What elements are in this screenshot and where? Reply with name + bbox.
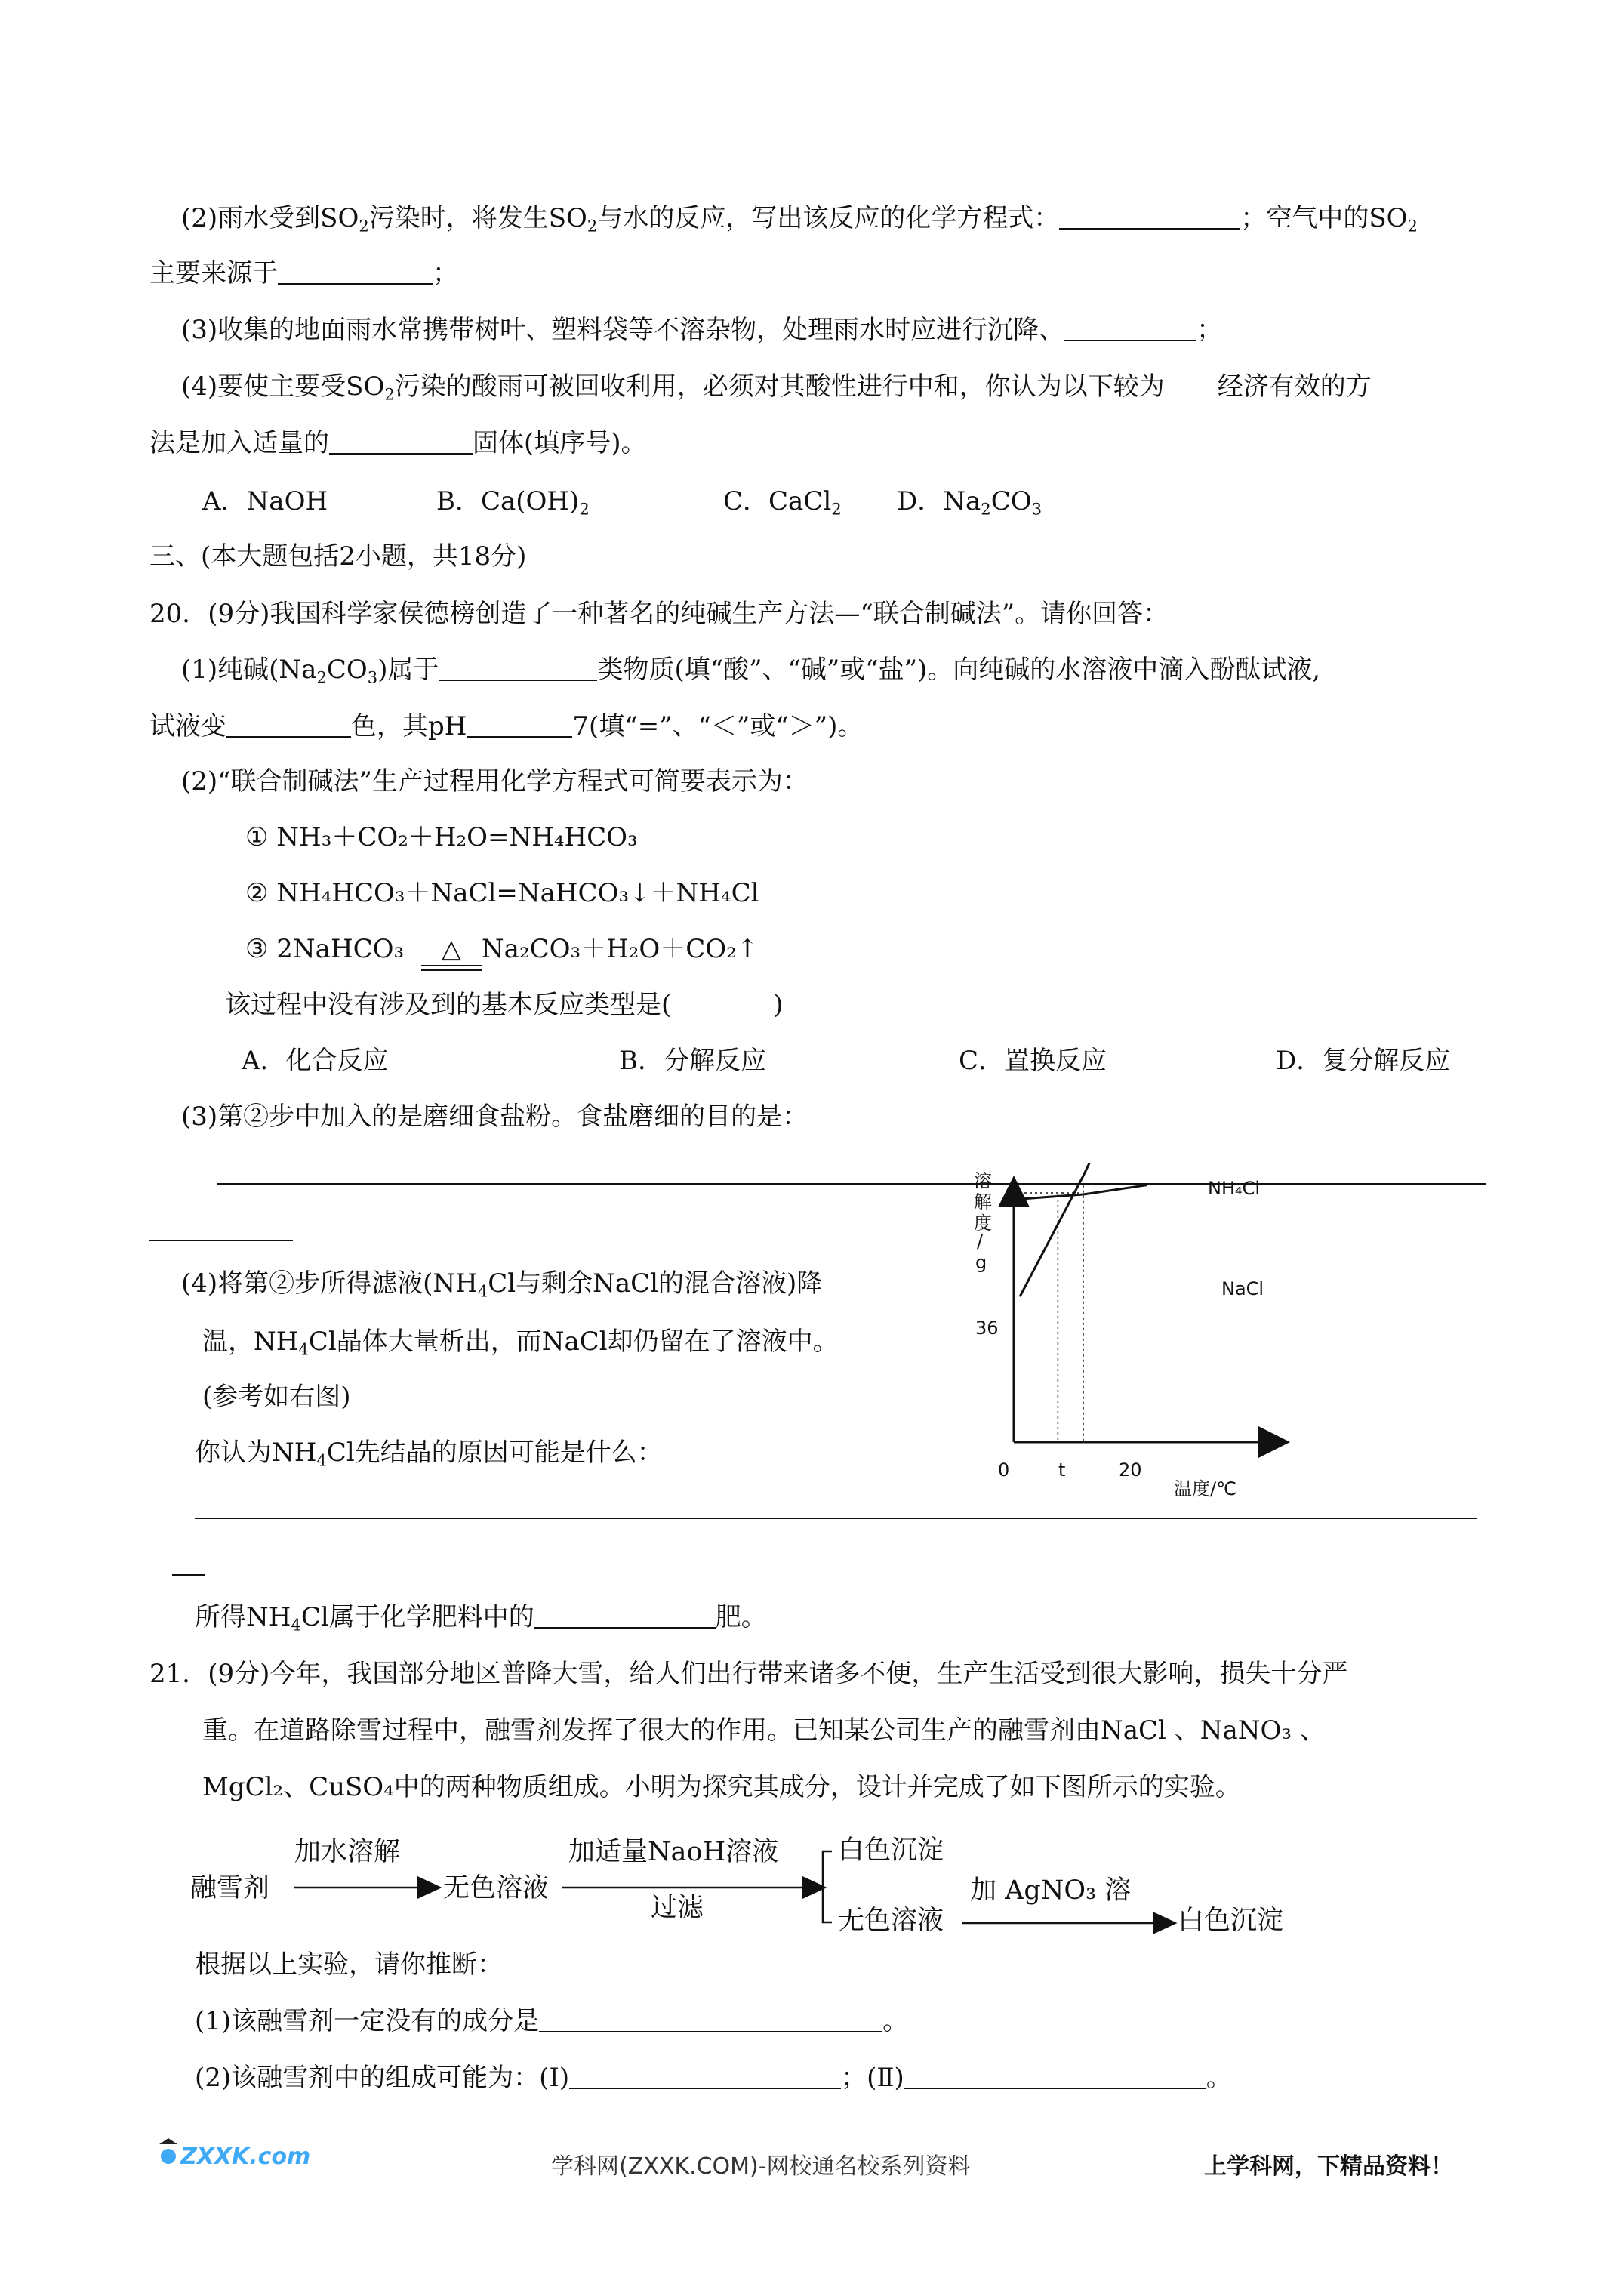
logo-text: ZXXK.com: [180, 2143, 311, 2170]
x-axis-label: 温度/℃: [1174, 1478, 1237, 1499]
option-b[interactable]: B．分解反应: [619, 1046, 766, 1076]
chart-plot-area: [1014, 1163, 1147, 1442]
q21-infer: 根据以上实验，请你推断：: [195, 1949, 503, 1980]
section-heading: 三、(本大题包括2小题，共18分): [149, 541, 527, 572]
q20-part5: 所得$NH_4Cl$属于化学肥料中的 肥。: [195, 1602, 767, 1635]
option-c[interactable]: C．置换反应: [959, 1046, 1107, 1076]
series-label-nh4cl: NH₄Cl: [1208, 1178, 1261, 1199]
branch-bracket: [823, 1851, 832, 1922]
solubility-chart: [959, 1163, 1313, 1510]
q21-part1: (1)该融雪剂一定没有的成分是 。: [195, 2006, 909, 2036]
q20-part4-line2: 温，$NH_4Cl$晶体大量析出，而NaCl却仍留在了溶液中。: [202, 1327, 839, 1359]
answer-blank[interactable]: [467, 713, 572, 738]
y-axis-label-2: 解: [974, 1191, 992, 1213]
y-axis-label-5: g: [975, 1252, 987, 1273]
option-d[interactable]: D．$Na_2CO_3$: [897, 486, 1042, 519]
experiment-flow-diagram: [181, 1827, 1359, 1940]
answer-line[interactable]: [172, 1574, 205, 1576]
q21-part2: (2)该融雪剂中的组成可能为：(Ⅰ) ；(Ⅱ) 。: [195, 2063, 1232, 2093]
q21-line3: MgCl₂、CuSO₄中的两种物质组成。小明为探究其成分，设计并完成了如下图所示的实验。: [202, 1772, 1241, 1802]
tick-20: 20: [1119, 1459, 1142, 1481]
chart-axes: [1014, 1191, 1274, 1442]
q19-part2-line1: (2)雨水受到$SO_2$污染时，将发生$SO_2$与水的反应，写出该反应的化学方程式： ；空气中的$SO_2$: [181, 203, 1418, 236]
q20-part1-line1: (1)纯碱$(Na_2CO_3)$属于 类物质(填“酸”、“碱”或“盐”)。向纯碱的水溶液中滴入酚酞试液,: [181, 655, 1321, 687]
q19-part2-line2: 主要来源于 ；: [149, 258, 458, 288]
flow-step2-label: 加适量NaoH溶液: [568, 1837, 779, 1867]
q20-part3: (3)第②步中加入的是磨细食盐粉。食盐磨细的目的是：: [181, 1102, 808, 1132]
answer-paren[interactable]: [671, 994, 773, 1016]
heat-icon: △: [441, 934, 461, 964]
q20-part2: (2)“联合制碱法”生产过程用化学方程式可简要表示为：: [181, 766, 808, 797]
q19-part4-line1: (4)要使主要受$SO_2$污染的酸雨可被回收利用，必须对其酸性进行中和，你认为以下较为 经济有效的方: [181, 371, 1372, 404]
q21-line2: 重。在道路除雪过程中，融雪剂发挥了很大的作用。已知某公司生产的融雪剂由NaCl 、NaNO₃ 、: [202, 1715, 1326, 1746]
q19-options: [202, 486, 1042, 519]
flow-branch-solution: 无色溶液: [838, 1906, 944, 1936]
answer-blank[interactable]: [569, 2065, 841, 2089]
q20-part4-line4: 你认为$NH_4Cl$先结晶的原因可能是什么：: [195, 1438, 663, 1470]
tick-origin: 0: [998, 1459, 1010, 1481]
q19-part4-line2: 法是加入适量的 固体(填序号)。: [149, 428, 647, 458]
q19-part3: (3)收集的地面雨水常携带树叶、塑料袋等不溶杂物，处理雨水时应进行沉降、 ；: [181, 315, 1223, 345]
answer-blank[interactable]: [904, 2065, 1206, 2089]
flow-branch-precipitate: 白色沉淀: [838, 1835, 944, 1866]
y-axis-label-4: /: [977, 1231, 984, 1252]
flow-end: 白色沉淀: [1178, 1906, 1284, 1936]
q20-part4-line3: (参考如右图): [202, 1382, 351, 1412]
answer-blank[interactable]: [539, 2008, 882, 2032]
option-b[interactable]: B．$Ca(OH)_2$: [436, 486, 590, 519]
y-axis-label-3: 度: [974, 1213, 992, 1234]
answer-blank[interactable]: [278, 260, 433, 285]
answer-blank[interactable]: [1064, 317, 1196, 341]
q20-options: [242, 1046, 1451, 1076]
tick-36: 36: [975, 1318, 999, 1339]
footer-center-text: 学科网(ZXXK.COM)-网校通名校系列资料: [551, 2153, 971, 2180]
y-axis-label-1: 溶: [974, 1170, 992, 1191]
option-c[interactable]: C．CaCl$_2$: [723, 486, 842, 519]
flow-step2-sublabel: 过滤: [651, 1893, 704, 1923]
tick-t: t: [1058, 1459, 1066, 1481]
equation-3: ③ 2NaHCO₃ △ Na₂CO₃＋H₂O＋CO₂↑: [245, 936, 758, 962]
option-d[interactable]: D．复分解反应: [1276, 1046, 1451, 1076]
q20-part4-line1: (4)将第②步所得滤液($NH_4Cl$与剩余NaCl的混合溶液)降: [181, 1268, 823, 1301]
q20-intro: 20．(9分)我国科学家侯德榜创造了一种著名的纯碱生产方法—“联合制碱法”。请你回答：: [149, 599, 1169, 629]
flow-mid: 无色溶液: [443, 1873, 550, 1903]
answer-line[interactable]: [149, 1240, 293, 1241]
answer-blank[interactable]: [439, 657, 597, 681]
footer-right-text: 上学科网，下精品资料！: [1204, 2153, 1453, 2180]
answer-line[interactable]: [195, 1518, 1477, 1519]
q21-line1: 21．(9分)今年，我国部分地区普降大雪，给人们出行带来诸多不便，生产生活受到很大影响，损失十分严: [149, 1659, 1348, 1689]
flow-start: 融雪剂: [190, 1873, 270, 1903]
answer-blank[interactable]: [534, 1604, 716, 1629]
flow-step1-label: 加水溶解: [294, 1837, 401, 1867]
q20-part2-question: 该过程中没有涉及到的基本反应类型是( ): [225, 990, 784, 1020]
equation-1: ① NH₃＋CO₂＋H₂O=NH₄HCO₃: [245, 822, 638, 852]
answer-blank[interactable]: [226, 713, 351, 738]
option-a[interactable]: A．化合反应: [242, 1046, 389, 1076]
q20-part1-line2: 试液变 色，其pH 7(填“=”、“＜”或“＞”)。: [149, 711, 864, 741]
flow-step3-label: 加 AgNO₃ 溶: [970, 1875, 1132, 1906]
answer-blank[interactable]: [329, 430, 473, 455]
series-label-nacl: NaCl: [1221, 1278, 1264, 1299]
option-a[interactable]: A．NaOH: [202, 486, 328, 516]
zxxk-logo: [155, 2134, 332, 2173]
answer-blank[interactable]: [1059, 205, 1240, 230]
equation-2: ② NH₄HCO₃＋NaCl=NaHCO₃↓＋NH₄Cl: [245, 878, 759, 908]
